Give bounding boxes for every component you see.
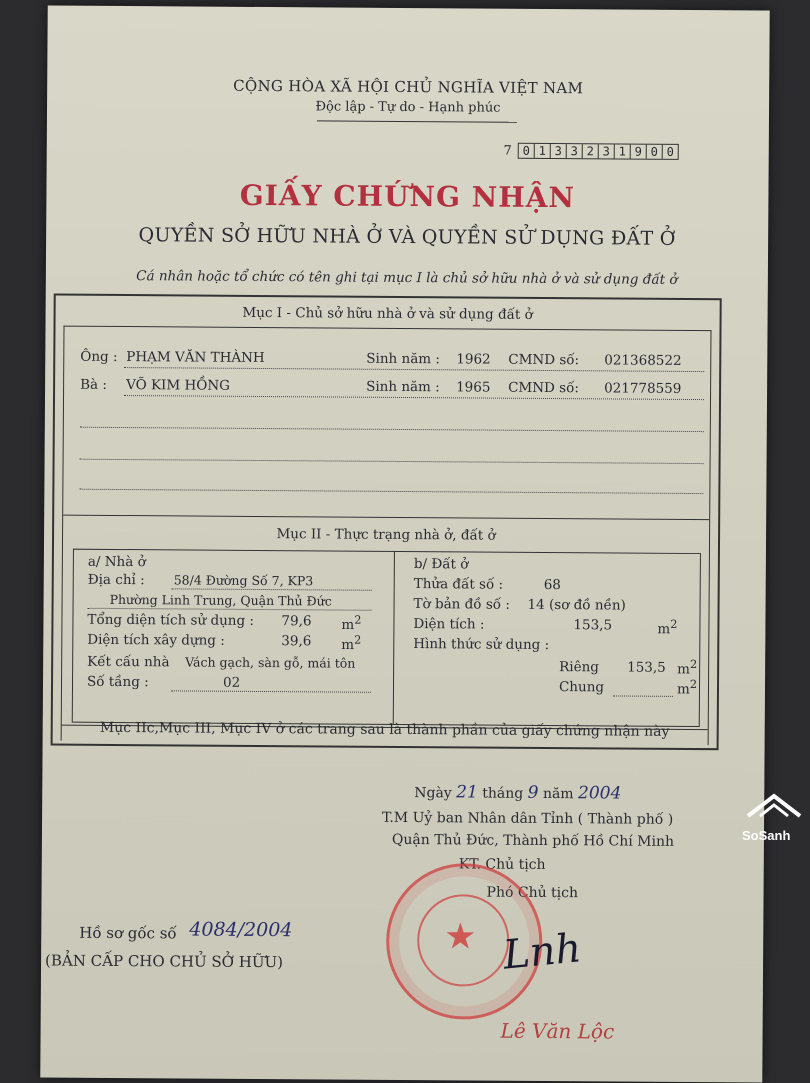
authority-line1: T.M Uỷ ban Nhân dân Tỉnh ( Thành phố ) — [382, 809, 674, 828]
date-line: Ngày 21 tháng 9 năm 2004 — [414, 782, 622, 804]
owner2-birth-label: Sinh năm : — [366, 378, 440, 396]
section2-box — [72, 549, 701, 727]
address-line1: 58/4 Đường Số 7, KP3 — [173, 572, 314, 589]
serial-number: 7 0 1 3 3 2 3 1 9 0 0 — [503, 143, 678, 160]
owner1-birth: 1962 — [456, 351, 491, 368]
owner2-label: Bà : — [80, 376, 107, 393]
total-area-label: Tổng diện tích sử dụng : — [87, 611, 255, 629]
dotted-line — [80, 427, 704, 432]
authority-line4: Phó Chủ tịch — [486, 884, 579, 902]
watermark-text: SoSanh — [742, 828, 791, 843]
owner1-birth-label: Sinh năm : — [366, 350, 440, 368]
area-unit: $m^2$ — [341, 613, 362, 634]
address-label: Địa chỉ : — [87, 571, 145, 589]
main-frame — [51, 294, 722, 751]
section-divider — [63, 515, 709, 521]
owner1-id: 021368522 — [604, 352, 682, 369]
owner1-name: PHẠM VĂN THÀNH — [126, 349, 265, 367]
column-divider — [393, 552, 395, 724]
authority-line2: Quận Thủ Đức, Thành phố Hồ Chí Minh — [391, 831, 675, 850]
floors-label: Số tầng : — [86, 673, 149, 691]
inner-frame — [61, 326, 712, 746]
area-unit: $m^2$ — [341, 633, 362, 654]
dotted-line — [80, 459, 704, 464]
build-area-label: Diện tích xây dựng : — [87, 631, 225, 649]
map-label: Tờ bản đồ số : — [413, 596, 510, 613]
dotted-line — [613, 695, 673, 696]
section2-title: Mục II - Thực trạng nhà ở, đất ở — [276, 526, 496, 544]
dotted-line — [171, 690, 371, 692]
parcel-label: Thửa đất số : — [413, 576, 504, 593]
owner2-name: VÕ KIM HỒNG — [126, 377, 230, 394]
owner1-label: Ông : — [80, 348, 118, 365]
dotted-line — [172, 588, 372, 590]
private-area: 153,5 — [627, 659, 666, 676]
shared-label: Chung — [558, 679, 605, 696]
country-name: CỘNG HÒA XÃ HỘI CHỦ NGHĨA VIỆT NAM — [233, 76, 584, 98]
owner2-id-label: CMND số: — [508, 379, 579, 397]
record-label: Hồ sơ gốc số — [79, 923, 177, 943]
structure-label: Kết cấu nhà — [87, 653, 170, 671]
map: 14 (sơ đồ nền) — [527, 596, 626, 614]
parcel: 68 — [543, 576, 561, 594]
date-year: 2004 — [578, 783, 622, 804]
area-unit: $m^2$ — [677, 657, 698, 678]
land-area-label: Diện tích : — [413, 616, 485, 633]
house-icon — [738, 790, 810, 824]
owner1-id-label: CMND số: — [508, 351, 580, 369]
intro-text: Cá nhân hoặc tổ chức có tên ghi tại mục I là chủ sở hữu nhà ở và sử dụng đất ở — [136, 268, 678, 288]
date-month: 9 — [527, 782, 539, 803]
footer-note: Mục IIc,Mục III, Mục IV ở các trang sau là thành phần của giấy chứng nhận này — [99, 719, 670, 740]
document-subtitle: QUYỀN SỞ HỮU NHÀ Ở VÀ QUYỀN SỬ DỤNG ĐẤT Ở — [138, 224, 676, 250]
section1-title: Mục I - Chủ sở hữu nhà ở và sử dụng đất ở — [242, 304, 533, 323]
certificate-paper — [40, 5, 769, 1082]
land-area: 153,5 — [573, 617, 613, 634]
private-label: Riêng — [559, 659, 600, 676]
watermark-logo — [738, 790, 810, 850]
dotted-line — [79, 489, 703, 494]
use-label: Hình thức sử dụng : — [413, 636, 550, 654]
house-heading: a/ Nhà ở — [87, 553, 146, 571]
date-day: 21 — [456, 782, 478, 803]
record-number: 4084/2004 — [189, 918, 293, 942]
structure: Vách gạch, sàn gỗ, mái tôn — [185, 654, 356, 671]
signer-name: Lê Văn Lộc — [500, 1018, 615, 1044]
area-unit: $m^2$ — [657, 617, 678, 638]
motto-underline — [317, 120, 517, 122]
serial-digits: 0 1 3 3 2 3 1 9 0 0 — [518, 143, 679, 160]
motto: Độc lập - Tự do - Hạnh phúc — [315, 99, 501, 116]
document-title: GIẤY CHỨNG NHẬN — [239, 178, 576, 215]
authority-line3: KT. Chủ tịch — [458, 856, 546, 873]
floors: 02 — [222, 674, 241, 691]
copy-note: (BẢN CẤP CHO CHỦ SỞ HỮU) — [45, 951, 284, 972]
owner2-id: 021778559 — [604, 380, 682, 397]
total-area: 79,6 — [281, 613, 312, 630]
owner2-birth: 1965 — [456, 379, 491, 396]
address-line2: Phường Linh Trung, Quận Thủ Đức — [109, 591, 332, 609]
land-heading: b/ Đất ở — [413, 556, 469, 573]
star-icon: ★ — [444, 916, 477, 958]
build-area: 39,6 — [281, 633, 312, 650]
area-unit: $m^2$ — [676, 677, 698, 698]
signature: Lnh — [501, 925, 584, 979]
